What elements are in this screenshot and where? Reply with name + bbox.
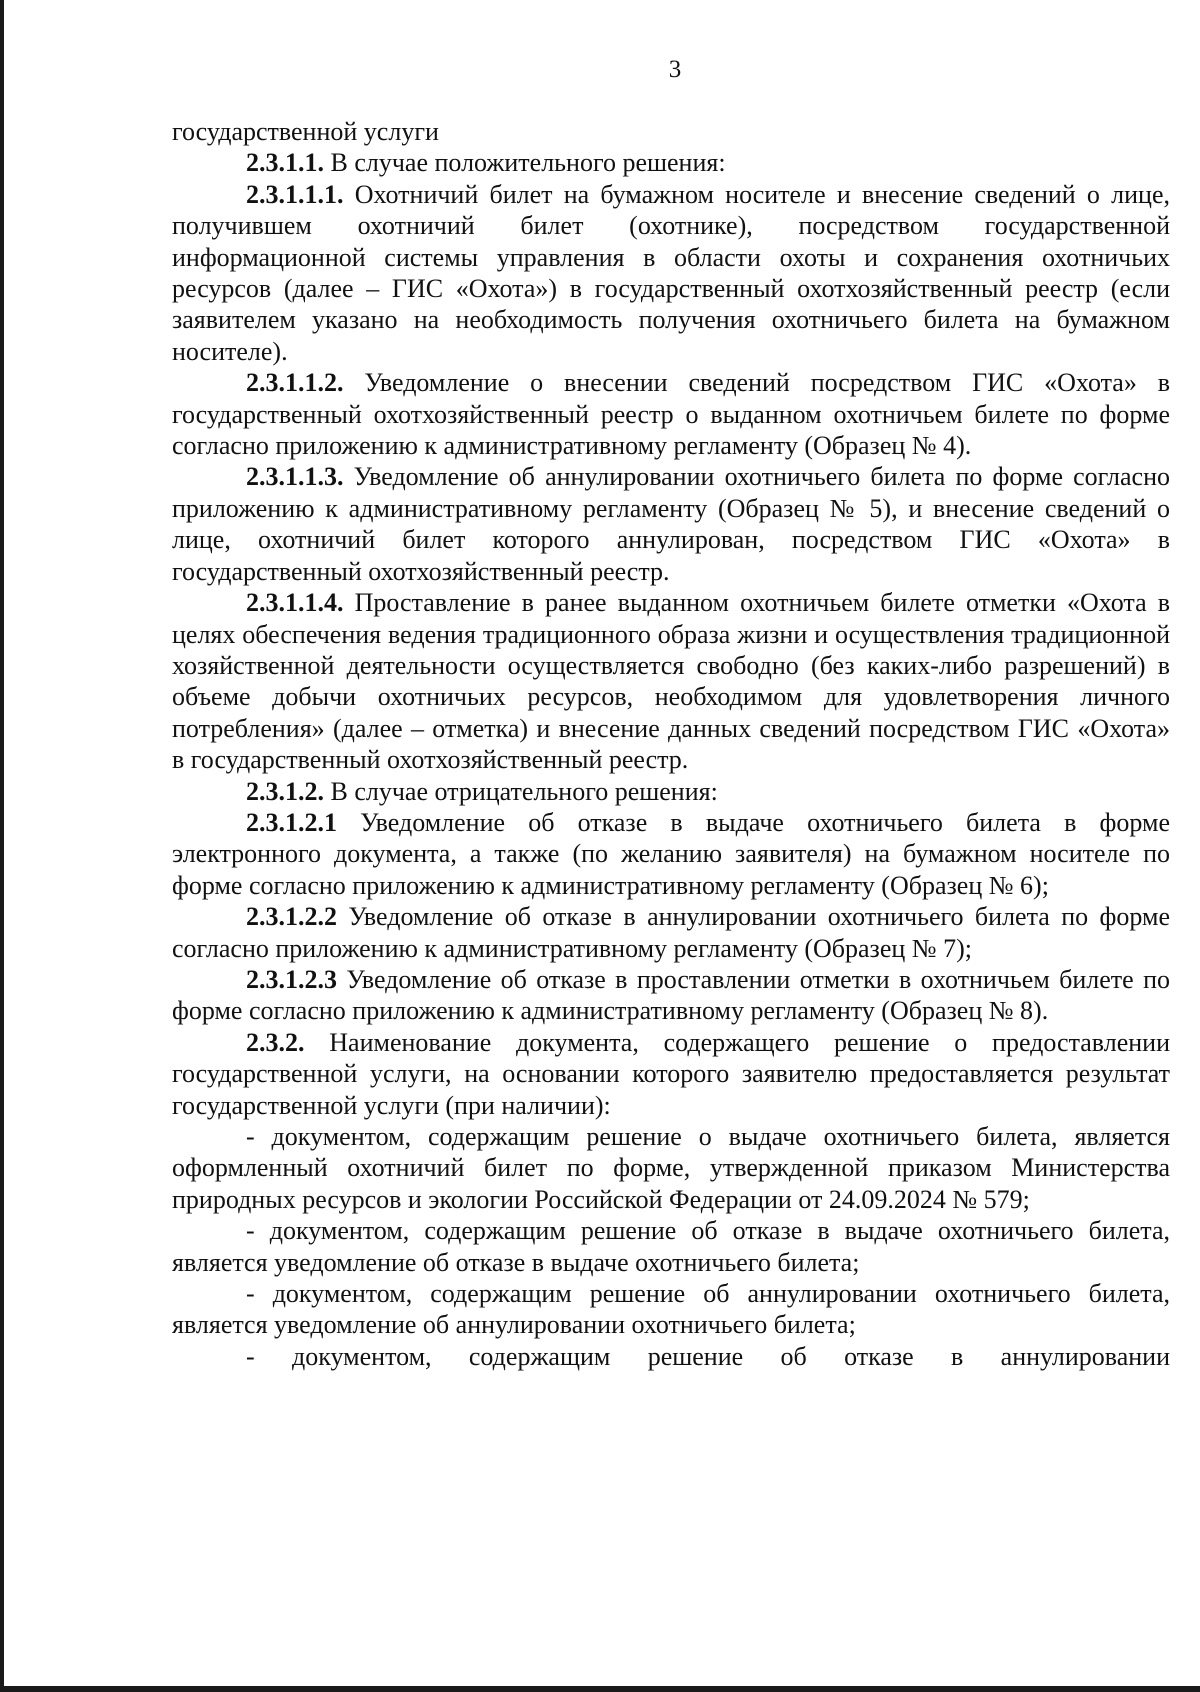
paragraph-text: Уведомление об отказе в аннулировании охотничьего билета по форме согласно приложению к административному регламенту (Образец № 7); (172, 902, 1170, 963)
list-item-text: - документом, содержащим решение о выдаче охотничьего билета, является оформленный охотничий билет по форме, утвержденной приказом Министерства природных ресурсов и экологии Российской Федерации от 24.09.2024 № 579; (172, 1122, 1170, 1214)
list-item-text: - документом, содержащим решение об отказе в выдаче охотничьего билета, является уведомление об отказе в выдаче охотничьего билета; (172, 1216, 1170, 1277)
list-item (172, 1341, 1170, 1372)
paragraph (172, 964, 1170, 1027)
paragraph (172, 776, 1170, 807)
clause-number: 2.3.1.2. (246, 776, 324, 806)
clause-number: 2.3.1.1.3. (246, 462, 344, 492)
paragraph-text: государственной услуги (172, 117, 439, 146)
paragraph-text: Охотничий билет на бумажном носителе и внесение сведений о лице, получившем охотничий билет (охотнике), посредством государственной информационной системы управления в области охоты и сохранения охотничьих ресурсов (далее – ГИС «Охота») в государственный охотхозяйственный реестр (если заявителем указано на необходимость получения охотничьего билета на бумажном носителе). (172, 179, 1170, 366)
paragraph-text: В случае положительного решения: (324, 148, 726, 178)
paragraph (172, 1027, 1170, 1121)
clause-number: 2.3.1.1.4. (246, 588, 344, 618)
clause-number: 2.3.1.2.1 (246, 807, 337, 837)
paragraph-text: Уведомление об аннулировании охотничьего билета по форме согласно приложению к административному регламенту (Образец № 5), и внесение сведений о лице, охотничий билет которого аннулирован, посредством ГИС «Охота» в государственный охотхозяйственный реестр. (172, 462, 1170, 586)
clause-number: 2.3.1.1.1. (246, 179, 344, 209)
page-number: 3 (668, 56, 682, 83)
paragraph-text: Наименование документа, содержащего решение о предоставлении государственной услуги, на основании которого заявителю предоставляется результат государственной услуги (при наличии): (172, 1027, 1170, 1120)
scan-edge-left (0, 0, 4, 1692)
list-item-text: - документом, содержащим решение об отказе в аннулировании (246, 1341, 1170, 1371)
list-item (172, 1215, 1170, 1278)
clause-number: 2.3.1.1.2. (246, 368, 344, 398)
clause-number: 2.3.2. (246, 1027, 305, 1057)
list-item (172, 1121, 1170, 1215)
paragraph-text: Уведомление об отказе в проставлении отметки в охотничьем билете по форме согласно приложению к административному регламенту (Образец № 8). (172, 964, 1170, 1026)
clause-number: 2.3.1.2.3 (246, 964, 337, 994)
paragraph (172, 116, 1170, 147)
scan-edge-bottom (0, 1686, 1200, 1692)
paragraph-text: Проставление в ранее выданном охотничьем билете отметки «Охота в целях обеспечения ведения традиционного образа жизни и осуществления традиционной хозяйственной деятельности осуществляется свободно (без каких-либо разрешений) в объеме добычи охотничьих ресурсов, необходимом для удовлетворения личного потребления» (далее – отметка) и внесение данных сведений посредством ГИС «Охота» в государственный охотхозяйственный реестр. (172, 588, 1170, 775)
paragraph-text: Уведомление об отказе в выдаче охотничьего билета в форме электронного документа, а также (по желанию заявителя) на бумажном носителе по форме согласно приложению к административному регламенту (Образец № 6); (172, 807, 1170, 900)
paragraph (172, 461, 1170, 587)
paragraph (172, 367, 1170, 461)
paragraph-text: Уведомление о внесении сведений посредством ГИС «Охота» в государственный охотхозяйственный реестр о выданном охотничьем билете по форме согласно приложению к административному регламенту (Образец № 4). (172, 368, 1170, 461)
clause-number: 2.3.1.1. (246, 148, 324, 178)
list-item (172, 1278, 1170, 1341)
paragraph (172, 807, 1170, 901)
clause-number: 2.3.1.2.2 (246, 902, 337, 932)
document-body (172, 116, 1170, 1372)
paragraph (172, 901, 1170, 964)
paragraph (172, 179, 1170, 367)
paragraph (172, 587, 1170, 775)
list-item-text: - документом, содержащим решение об аннулировании охотничьего билета, является уведомление об аннулировании охотничьего билета; (172, 1279, 1170, 1340)
paragraph (172, 147, 1170, 178)
paragraph-text: В случае отрицательного решения: (324, 776, 718, 806)
